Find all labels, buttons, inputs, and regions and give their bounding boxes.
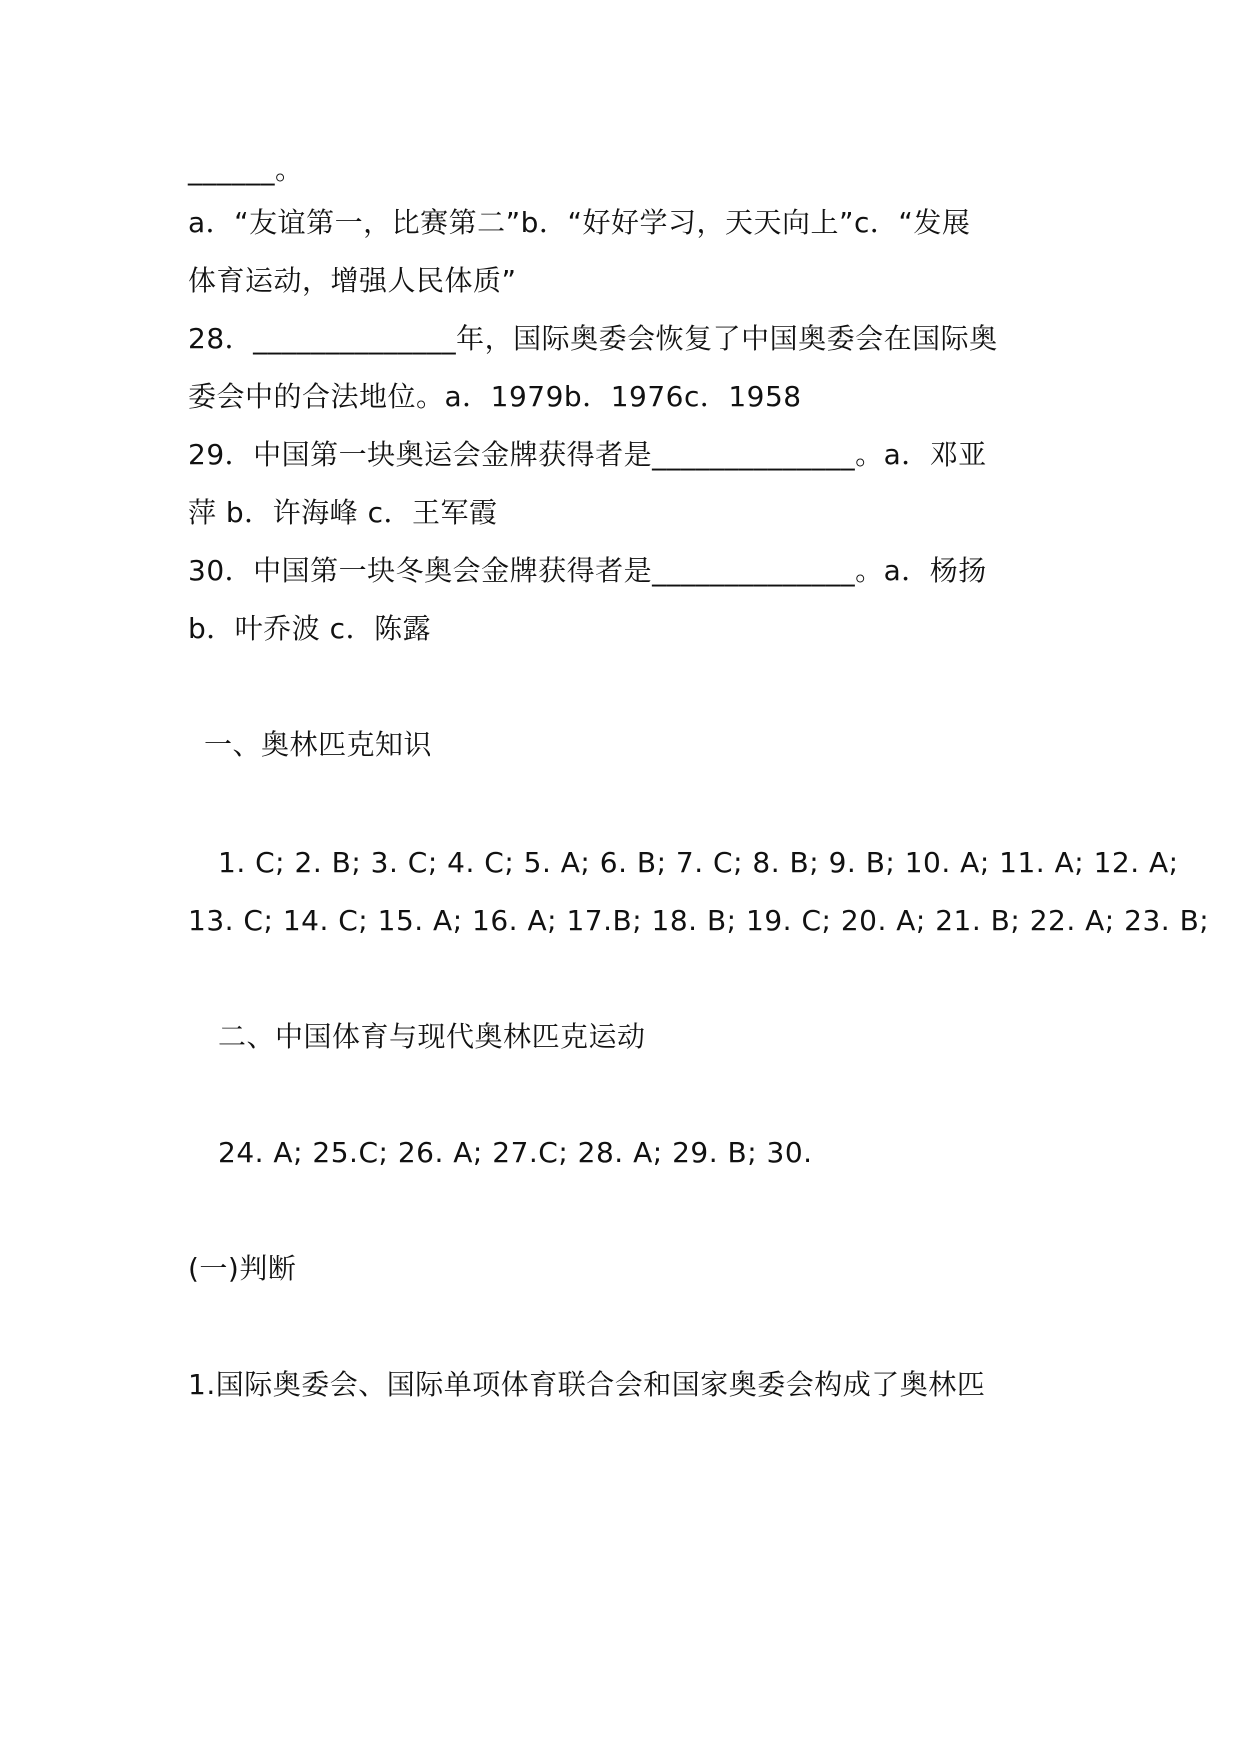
answers-1-line-1: 1. C; 2. B; 3. C; 4. C; 5. A; 6. B; 7. C; 8. B; 9. B; 10. A; 11. A; 12. A; — [218, 846, 1179, 879]
answers-2-line-1: 24. A; 25.C; 26. A; 27.C; 28. A; 29. B; 30. — [218, 1136, 813, 1169]
question-29-line-2: 萍 b．许海峰 c．王军霞 — [188, 496, 498, 529]
question-28-line-1: 28．______________年，国际奥委会恢复了中国奥委会在国际奥 — [188, 322, 998, 355]
question-28-line-2: 委会中的合法地位。a．1979b．1976c．1958 — [188, 380, 802, 413]
judge-question-1-line-1: 1.国际奥委会、国际单项体育联合会和国家奥委会构成了奥林匹 — [188, 1368, 986, 1401]
question-30-line-2: b．叶乔波 c．陈露 — [188, 612, 432, 645]
question-27-options-line-2: 体育运动，增强人民体质” — [188, 264, 517, 297]
section-2-title: 二、中国体育与现代奥林匹克运动 — [218, 1020, 646, 1053]
question-27-options-line-1: a．“友谊第一，比赛第二”b．“好好学习，天天向上”c．“发展 — [188, 206, 971, 239]
answers-1-line-2: 13. C; 14. C; 15. A; 16. A; 17.B; 18. B; 19. C; 20. A; 21. B; 22. A; 23. B; — [188, 904, 1210, 937]
question-30-line-1: 30．中国第一块冬奥会金牌获得者是______________。a．杨扬 — [188, 554, 987, 587]
subsection-title: (一)判断 — [188, 1252, 297, 1285]
question-29-line-1: 29．中国第一块奥运会金牌获得者是______________。a．邓亚 — [188, 438, 987, 471]
section-1-title: 一、奥林匹克知识 — [204, 728, 433, 761]
question-27-blank: ______。 — [188, 153, 304, 186]
